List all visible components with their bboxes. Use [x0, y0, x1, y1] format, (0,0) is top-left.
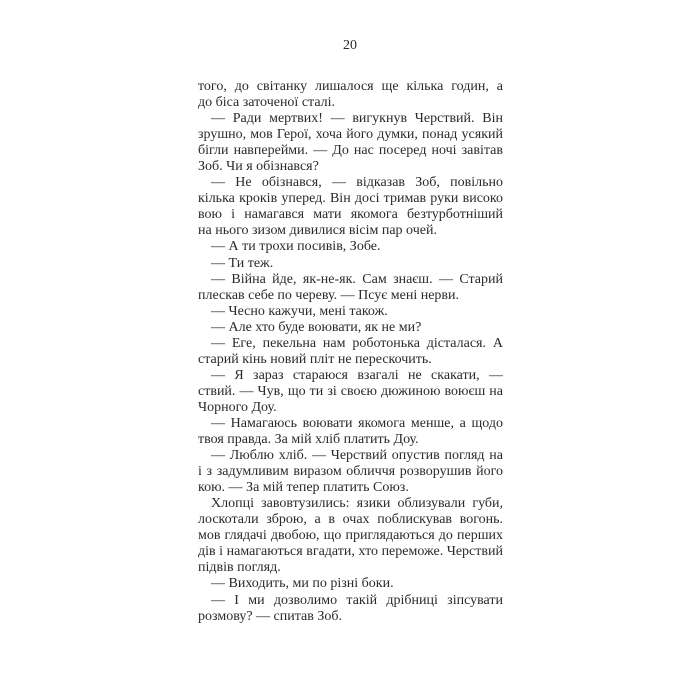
text-line: — Ради мертвих! — вигукнув Черствий. Він [211, 111, 503, 127]
text-line: — Намагаюсь воювати якомога менше, а щодо [211, 415, 503, 431]
text-line: — І ми дозволимо такій дрібниці зіпсувати [211, 592, 503, 608]
body-text [198, 79, 503, 625]
text-line: — Виходить, ми по різні боки. [211, 576, 394, 592]
text-line: на нього зизом дивилися вісім пар очей. [198, 223, 437, 239]
text-line: — А ти трохи посивів, Зобе. [211, 239, 381, 255]
text-line: плескав себе по череву. — Псує мені нерви. [198, 287, 460, 303]
text-line: кілька кроків уперед. Він досі тримав руки високо [198, 191, 503, 207]
text-line: — Я зараз стараюся взагалі не скакати, — [211, 367, 503, 383]
text-line: мов глядачі двобою, що приглядаються до перших [198, 528, 503, 544]
text-line: — Чесно кажучи, мені також. [211, 303, 388, 319]
text-line: вою і намагався мати якомога безтурботніший [198, 207, 503, 223]
text-line: зрушно, мов Герої, хоча його думки, понад усякий [198, 127, 503, 143]
text-line: Хлопці завовтузились: язики облизували губи, [211, 496, 503, 512]
text-line: ствий. — Чув, що ти зі своєю дюжиною воюєш на [198, 383, 503, 399]
text-line: того, до світанку лишалося ще кілька годин, а [198, 79, 503, 94]
text-line: — Ти теж. [211, 255, 274, 271]
text-line: і з задумливим виразом обличчя розворушив його [198, 464, 503, 480]
text-line: кою. — За мій тепер платить Союз. [198, 480, 409, 496]
page-number: 20 [343, 38, 357, 53]
text-line: бігли навперейми. — До нас посеред ночі завітав [198, 143, 503, 159]
text-line: лоскотали зброю, а в очах поблискував вогонь. [198, 512, 503, 528]
text-line: — Не обізнався, — відказав Зоб, повільно [211, 175, 503, 191]
text-line: Зоб. Чи я обізнався? [198, 159, 319, 175]
text-line: твоя правда. За мій хліб платить Доу. [198, 432, 419, 448]
text-line: дів і намагаються вгадати, хто переможе. Черствий [198, 544, 503, 560]
text-line: підвів погляд. [198, 560, 281, 576]
text-line: старий кінь новий пліт не перескочить. [198, 351, 432, 367]
text-line: Чорного Доу. [198, 399, 277, 415]
text-line: — Але хто буде воювати, як не ми? [211, 319, 422, 335]
text-line: — Люблю хліб. — Черствий опустив погляд на [211, 448, 503, 464]
text-line: розмову? — спитав Зоб. [198, 608, 342, 624]
text-line: до біса заточеної сталі. [198, 95, 336, 111]
text-line: — Війна йде, як-не-як. Сам знаєш. — Старий [211, 271, 503, 287]
text-line: — Еге, пекельна нам роботонька дісталася. А [211, 335, 503, 351]
